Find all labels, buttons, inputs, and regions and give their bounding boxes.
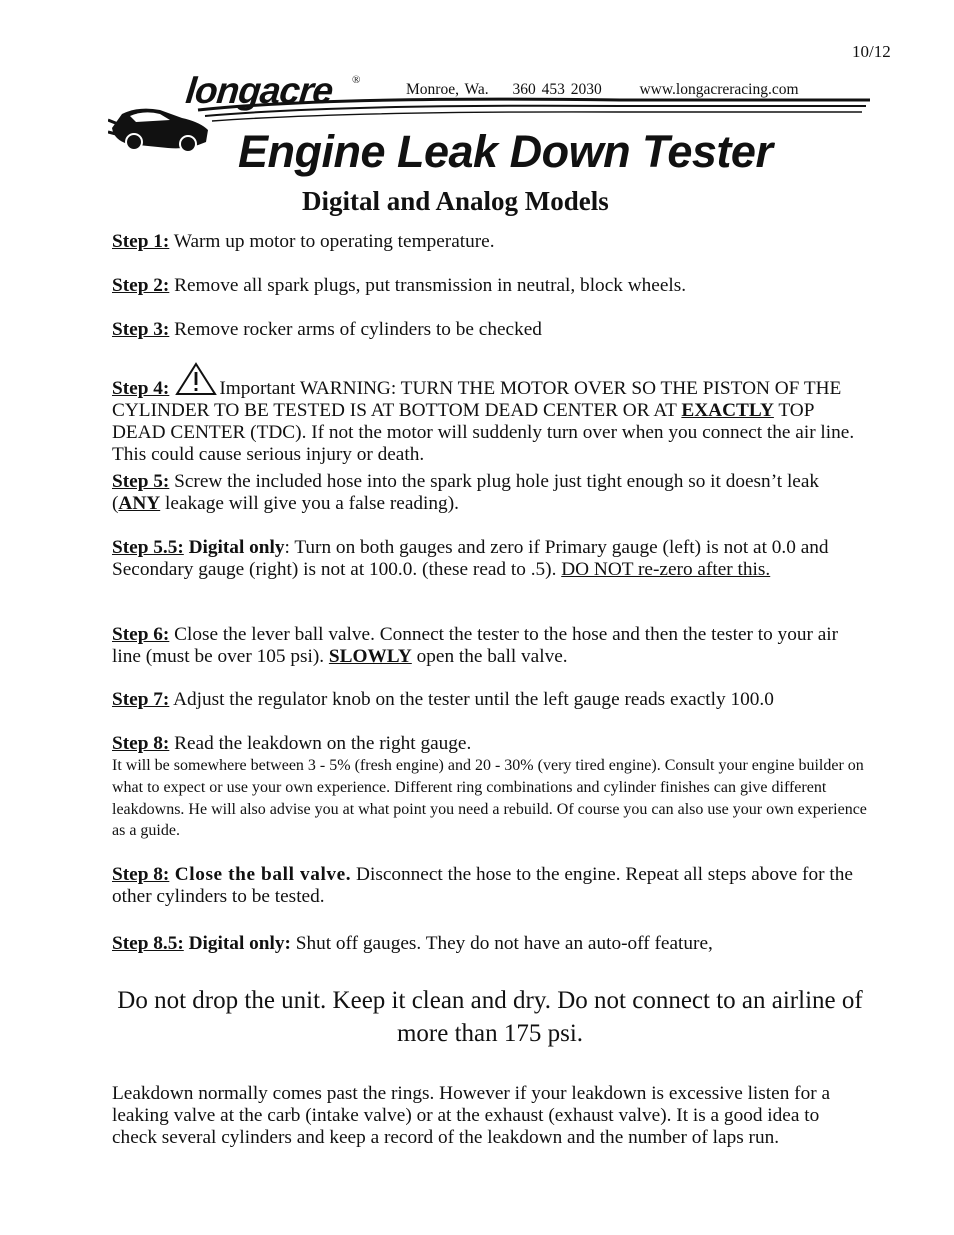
step-6 <box>112 624 867 668</box>
step-text: Adjust the regulator knob on the tester until the left gauge reads exactly 100.0 <box>169 689 774 710</box>
step-label: Step 4: <box>112 378 170 399</box>
contact-info <box>406 81 799 99</box>
step-underlined-text: DO NOT re-zero after this. <box>561 559 771 580</box>
step-bold-text: Digital only <box>183 537 285 558</box>
step-text-continued: leakage will give you a false reading). <box>160 493 459 514</box>
step-5-5 <box>112 537 867 581</box>
leakdown-footer-note: Leakdown normally comes past the rings. However if your leakdown is excessive listen for a leaking valve at the carb (intake valve) or at the exhaust (exhaust valve). It is a good idea to check several cylinders and keep a record of the leakdown and the number of laps run. <box>112 1083 831 1148</box>
step-text: : Turn on both gauges and zero if Primary gauge (left) is not at 0.0 and Secondary gauge (right) is not at 100.0. (these read to .5). <box>112 537 829 580</box>
phone-number: 360 453 2030 <box>512 81 602 98</box>
document-date: 10/12 <box>852 42 891 61</box>
longacre-logo: longacre <box>183 70 335 111</box>
step-2 <box>112 275 867 297</box>
step-label: Step 6: <box>112 624 170 645</box>
step-1 <box>112 231 867 253</box>
step-4 <box>112 362 867 466</box>
step-label: Step 5: <box>112 471 170 492</box>
step-label: Step 5.5: <box>112 537 184 558</box>
step-3 <box>112 319 867 341</box>
step-7 <box>112 689 867 711</box>
step-8 <box>112 733 867 842</box>
step-8-5 <box>112 933 867 955</box>
step-emphasis: SLOWLY <box>328 646 412 667</box>
website-link[interactable]: www.longacreracing.com <box>639 81 799 98</box>
step-text-continued: open the ball valve. <box>411 646 568 667</box>
step-label: Step 2: <box>112 275 170 296</box>
step-label: Step 8: <box>112 864 170 885</box>
step-label: Step 7: <box>112 689 170 710</box>
page-subtitle: Digital and Analog Models <box>302 186 609 216</box>
step-bold-text: Digital only: <box>183 933 291 954</box>
step-text: Important WARNING: TURN THE MOTOR OVER SO THE PISTON OF THE CYLINDER TO BE TESTED IS AT BOTTOM DEAD CENTER OR AT <box>112 378 842 421</box>
step-label: Step 8: <box>112 733 170 754</box>
care-warning: Do not drop the unit. Keep it clean and dry. Do not connect to an airline of more than 175 psi. <box>117 987 863 1047</box>
step-label: Step 8.5: <box>112 933 184 954</box>
step-text: Warm up motor to operating temperature. <box>169 231 495 252</box>
step-text: Close the lever ball valve. Connect the tester to the hose and then the tester to your air line (must be over 105 psi). <box>112 624 839 667</box>
step-text: Remove rocker arms of cylinders to be checked <box>169 319 542 340</box>
step-label: Step 1: <box>112 231 170 252</box>
warning-triangle-icon <box>175 362 217 396</box>
step-text-continued: TOP DEAD CENTER (TDC). If not the motor will suddenly turn over when you connect the air line. This could cause serious injury or death. <box>112 400 855 465</box>
step-text: Read the leakdown on the right gauge. <box>169 733 472 754</box>
location: Monroe, Wa. <box>406 81 489 98</box>
step-text: Disconnect the hose to the engine. Repeat all steps above for the other cylinders to be tested. <box>112 864 853 907</box>
step-bold-text: Close the ball valve. <box>169 864 352 885</box>
step-8-close-valve <box>112 864 867 908</box>
step-emphasis: ANY <box>118 493 161 514</box>
step-text: Remove all spark plugs, put transmission in neutral, block wheels. <box>169 275 687 296</box>
page-title: Engine Leak Down Tester <box>238 126 773 177</box>
step-emphasis: EXACTLY <box>681 400 774 421</box>
step-label: Step 3: <box>112 319 170 340</box>
step-8-note: It will be somewhere between 3 - 5% (fresh engine) and 20 - 30% (very tired engine). Consult your engine builder on what to expect or use your own experience. Different ring combinations and cylinder finishes can give different leakdowns. He will also advise you at what point you need a rebuild. Of course you can also use your own experience as a guide. <box>112 757 867 840</box>
registered-mark: ® <box>352 74 361 86</box>
step-5 <box>112 471 867 515</box>
step-text: Shut off gauges. They do not have an auto-off feature, <box>290 933 713 954</box>
step-text: Screw the included hose into the spark plug hole just tight enough so it doesn’t leak ( <box>112 471 820 514</box>
